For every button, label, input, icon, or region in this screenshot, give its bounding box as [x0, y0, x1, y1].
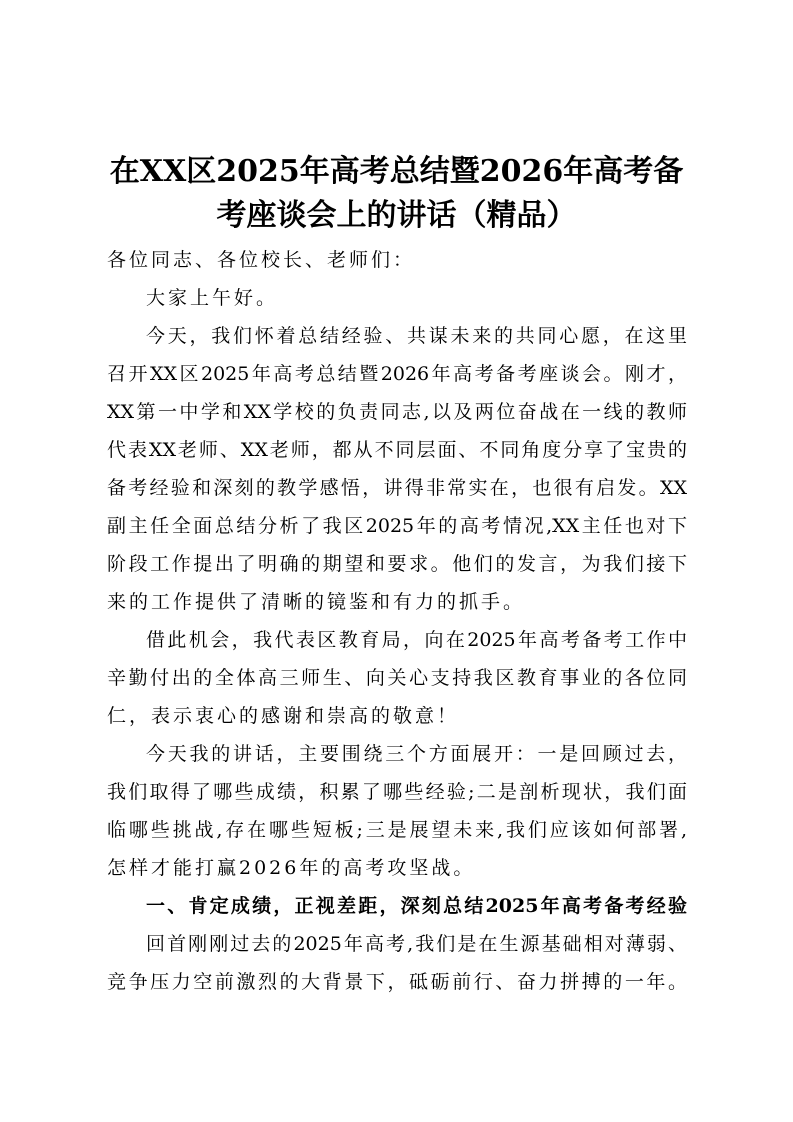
body-text-line: 各位同志、各位校长、老师们：: [107, 249, 416, 271]
body-text-line: 来的工作提供了清晰的镜鉴和有力的抓手。: [107, 591, 526, 613]
body-text-line: 怎样才能打赢2026年的高考攻坚战。: [107, 857, 476, 879]
body-text-line: 我们取得了哪些成绩，积累了哪些经验;二是剖析现状，我们面: [107, 781, 687, 803]
body-text-line: 回首刚刚过去的2025年高考,我们是在生源基础相对薄弱、: [146, 933, 687, 955]
body-text-line: 借此机会，我代表区教育局，向在2025年高考备考工作中: [146, 629, 687, 651]
body-text-line: 仁，表示衷心的感谢和崇高的敬意！: [107, 705, 460, 727]
body-text-line: 召开XX区2025年高考总结暨2026年高考备考座谈会。刚才，: [107, 363, 687, 385]
document-title-line-2: 考座谈会上的讲话（精品）: [216, 198, 577, 233]
body-text-line: 备考经验和深刻的教学感悟，讲得非常实在，也很有启发。XX: [107, 477, 687, 499]
body-text-line: 临哪些挑战,存在哪些短板;三是展望未来,我们应该如何部署,: [107, 819, 687, 841]
body-text-line: 辛勤付出的全体高三师生、向关心支持我区教育事业的各位同: [107, 667, 687, 689]
body-text-line: 今天，我们怀着总结经验、共谋未来的共同心愿，在这里: [146, 325, 687, 347]
body-text-line: 今天我的讲话，主要围绕三个方面展开：一是回顾过去，: [146, 743, 687, 765]
body-text-line: 代表XX老师、XX老师，都从不同层面、不同角度分享了宝贵的: [107, 439, 687, 461]
body-text-line: 阶段工作提出了明确的期望和要求。他们的发言，为我们接下: [107, 553, 687, 575]
body-text-line: 副主任全面总结分析了我区2025年的高考情况,XX主任也对下: [107, 515, 687, 537]
section-heading: 一、肯定成绩，正视差距，深刻总结2025年高考备考经验: [146, 895, 687, 917]
body-text-line: XX第一中学和XX学校的负责同志,以及两位奋战在一线的教师: [107, 401, 687, 423]
body-text-line: 大家上午好。: [146, 287, 279, 309]
document-title-line-1: 在XX区2025年高考总结暨2026年高考备: [109, 154, 684, 189]
body-text-line: 竞争压力空前激烈的大背景下，砥砺前行、奋力拼搏的一年。: [107, 971, 687, 993]
